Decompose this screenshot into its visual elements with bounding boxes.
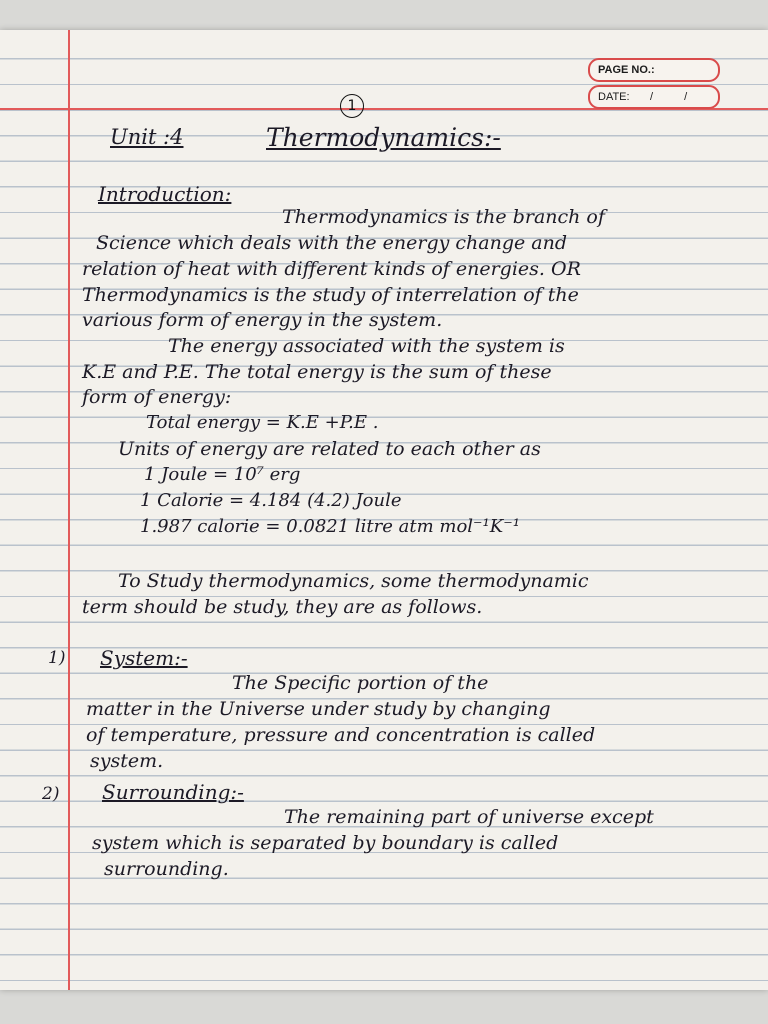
system-line: system. [90,750,164,772]
surrounding-line: system which is separated by boundary is called [92,832,559,854]
page-info-box [588,58,720,104]
study-line: To Study thermodynamics, some thermodynamic [118,570,589,592]
surrounding-line: surrounding. [104,858,229,880]
system-heading: System:- [100,646,188,670]
intro-line: Science which deals with the energy change and [96,232,568,254]
intro-line: relation of heat with different kinds of energies. OR [82,258,581,280]
system-line: matter in the Universe under study by changing [86,698,551,720]
intro-line: various form of energy in the system. [82,309,443,331]
page-no-label: PAGE NO.: [598,64,655,76]
system-line: The Specific portion of the [232,672,489,694]
intro-line: The energy associated with the system is [168,335,565,357]
intro-line: Units of energy are related to each other as [118,438,541,460]
surrounding-heading: Surrounding:- [102,780,244,804]
date-label: DATE: [598,91,630,103]
unit-conversion: 1.987 calorie = 0.0821 litre atm mol⁻¹K⁻¹ [140,516,520,537]
intro-line: Thermodynamics is the study of interrelation of the [82,284,579,306]
unit-title: Unit :4 [110,125,184,149]
surrounding-number: 2) [42,784,60,804]
intro-line: form of energy: [82,386,232,408]
subject-title: Thermodynamics:- [266,123,501,152]
date-field [588,85,720,109]
date-value: / / [650,91,702,103]
notebook-page [0,30,768,990]
energy-equation: Total energy = K.E +P.E . [146,412,379,433]
unit-conversion: 1 Calorie = 4.184 (4.2) Joule [140,490,402,511]
page-number: 1 [340,94,364,118]
system-line: of temperature, pressure and concentration is called [86,724,596,746]
surrounding-line: The remaining part of universe except [284,806,654,828]
unit-conversion: 1 Joule = 10⁷ erg [144,464,301,485]
intro-line: K.E and P.E. The total energy is the sum of these [82,361,552,383]
introduction-heading: Introduction: [98,182,232,206]
system-number: 1) [48,648,66,668]
page-no-field [588,58,720,82]
intro-line: Thermodynamics is the branch of [282,206,605,228]
study-line: term should be study, they are as follows. [82,596,483,618]
